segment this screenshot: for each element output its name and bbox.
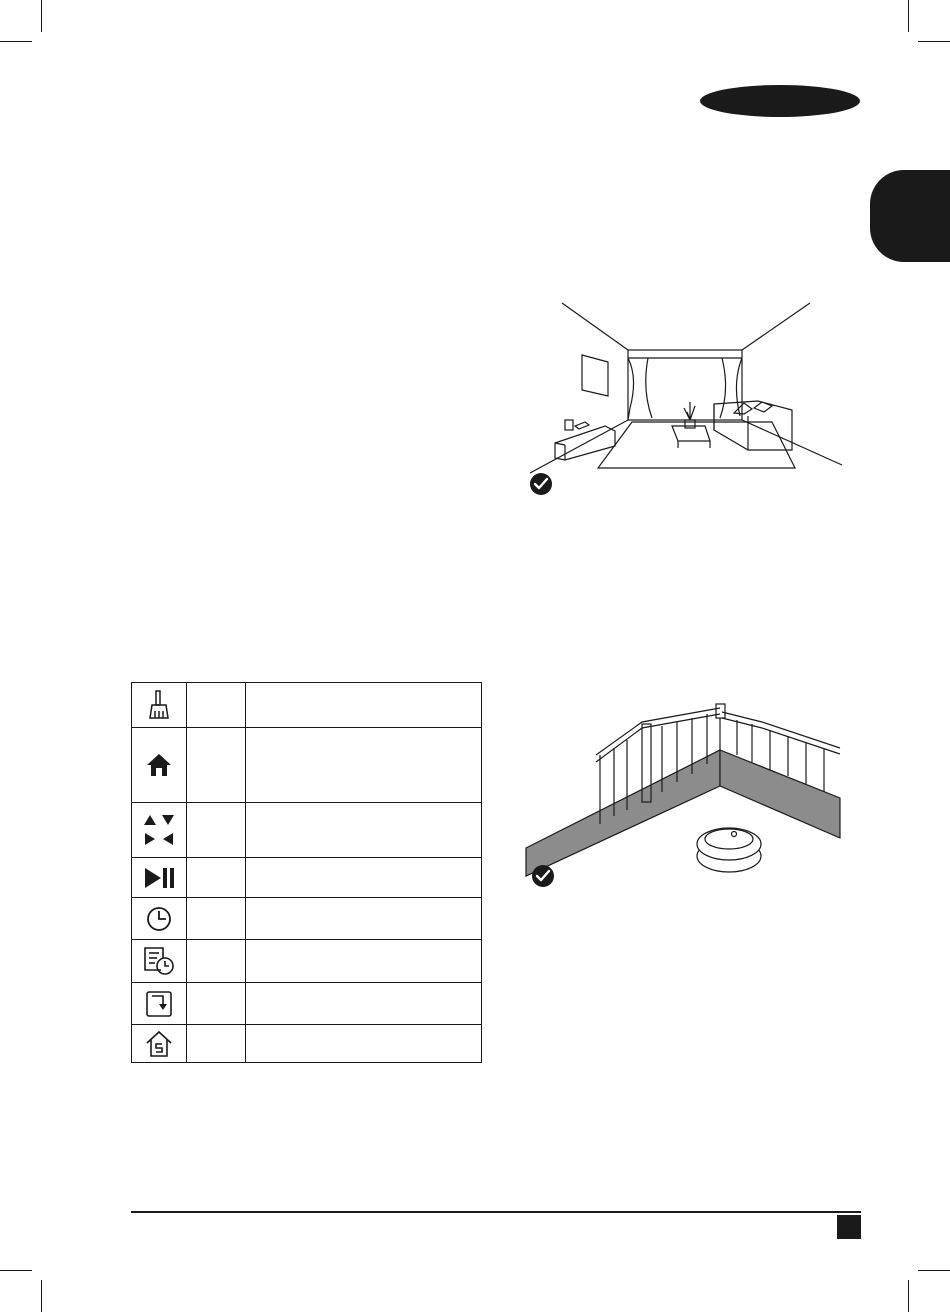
- legend-description: [246, 858, 482, 898]
- broom-icon: [132, 683, 187, 728]
- crop-mark: [918, 1270, 950, 1271]
- legend-key: [187, 858, 246, 898]
- table-row: [132, 803, 482, 858]
- legend-key: [187, 728, 246, 803]
- schedule-icon: [132, 940, 187, 983]
- legend-key: [187, 1025, 246, 1063]
- spot-home-icon: [132, 1025, 187, 1063]
- legend-key: [187, 683, 246, 728]
- crop-mark: [41, 0, 42, 32]
- table-row: [132, 858, 482, 898]
- legend-description: [246, 683, 482, 728]
- edge-clean-icon: [132, 983, 187, 1025]
- crop-mark: [908, 1280, 909, 1312]
- legend-description: [246, 940, 482, 983]
- legend-description: [246, 728, 482, 803]
- legend-description: [246, 983, 482, 1025]
- crop-mark: [41, 1280, 42, 1312]
- table-row: [132, 728, 482, 803]
- home-icon: [132, 728, 187, 803]
- stairs-edge-illustration: [522, 700, 844, 892]
- crop-mark: [0, 41, 32, 42]
- legend-key: [187, 940, 246, 983]
- table-row: [132, 940, 482, 983]
- language-badge: [700, 85, 860, 117]
- legend-description: [246, 803, 482, 858]
- section-side-tab: [870, 170, 950, 262]
- direction-arrows-icon: [132, 803, 187, 858]
- remote-legend-table: [131, 682, 482, 1063]
- play-pause-icon: [132, 858, 187, 898]
- table-row: [132, 683, 482, 728]
- crop-mark: [0, 1270, 32, 1271]
- table-row: [132, 983, 482, 1025]
- legend-description: [246, 1025, 482, 1063]
- footer-rule: [131, 1211, 861, 1213]
- legend-key: [187, 983, 246, 1025]
- living-room-illustration: [520, 298, 850, 500]
- legend-key: [187, 803, 246, 858]
- crop-mark: [908, 0, 909, 32]
- legend-description: [246, 898, 482, 940]
- crop-mark: [918, 41, 950, 42]
- table-row: [132, 1025, 482, 1063]
- page-number: [837, 1215, 861, 1239]
- table-row: [132, 898, 482, 940]
- clock-icon: [132, 898, 187, 940]
- legend-key: [187, 898, 246, 940]
